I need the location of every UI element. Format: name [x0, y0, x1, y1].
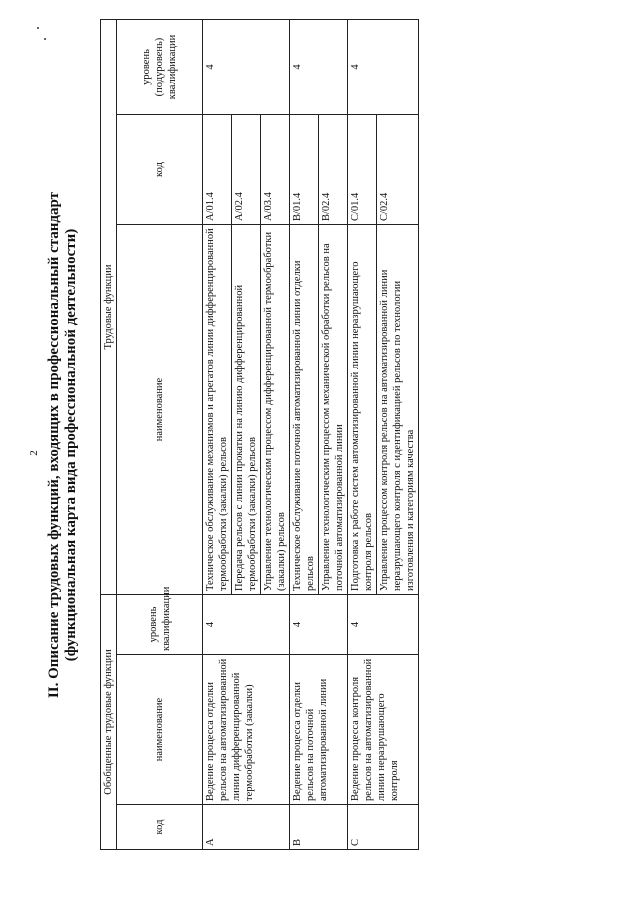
- tf-level-cell: 4: [290, 19, 348, 114]
- gtf-code-cell: C: [348, 805, 419, 850]
- gtf-level-cell: 4: [348, 595, 419, 655]
- group-header-row: [101, 19, 117, 849]
- tf-level-cell: 4: [348, 19, 419, 114]
- tf-code-cell: B/02.4: [319, 115, 348, 225]
- col-header-tf-name: наименование: [117, 225, 203, 595]
- column-header-row: [117, 19, 203, 849]
- col-header-tf-code: код: [117, 115, 203, 225]
- tf-name-cell: Передача рельсов с линии прокатки на линию дифференцированной термообработки (закалки) рельсов: [232, 225, 261, 595]
- col-header-gtf-level: уровень квалификации: [117, 595, 203, 655]
- generalized-functions-header: Обобщенные трудовые функции: [101, 595, 117, 850]
- gtf-name-cell: Ведение процесса отделки рельсов на поточной автоматизированной линии: [290, 655, 348, 805]
- col-header-gtf-name: наименование: [117, 655, 203, 805]
- table-row: [348, 19, 377, 849]
- tf-name-cell: Техническое обслуживание механизмов и агрегатов линии дифференцированной термообработки (закалки) рельсов: [203, 225, 232, 595]
- tf-code-cell: A/03.4: [261, 115, 290, 225]
- heading-line-2: (функциональная карта вида профессиональной деятельности): [63, 228, 79, 662]
- gtf-name-cell: Ведение процесса отделки рельсов на автоматизированной линии дифференцированной термообработки (закалки): [203, 655, 290, 805]
- section-heading: [46, 115, 80, 775]
- labor-functions-header: Трудовые функции: [101, 19, 117, 594]
- tf-code-cell: A/02.4: [232, 115, 261, 225]
- gtf-code-cell: A: [203, 805, 290, 850]
- tf-code-cell: C/01.4: [348, 115, 377, 225]
- page-number: 2: [28, 450, 40, 456]
- table-row: [290, 19, 319, 849]
- gtf-code-cell: B: [290, 805, 348, 850]
- functional-map-table: [100, 19, 419, 850]
- tf-level-cell: 4: [203, 19, 290, 114]
- tf-name-cell: Управление процессом контроля рельсов на автоматизированной линии неразрушающего контроля с идентификацией рельсов по технологии изготовления и категориям качества: [377, 225, 419, 595]
- tf-name-cell: Подготовка к работе систем автоматизированной линии неразрушающего контроля рельсов: [348, 225, 377, 595]
- table-row: [203, 19, 232, 849]
- tf-name-cell: Управление технологическим процессом дифференцированной термообработки (закалки) рельсов: [261, 225, 290, 595]
- tf-name-cell: Техническое обслуживание поточной автоматизированной линии отделки рельсов: [290, 225, 319, 595]
- gtf-level-cell: 4: [290, 595, 348, 655]
- heading-line-1: II. Описание трудовых функций, входящих в профессиональный стандарт: [46, 191, 62, 699]
- tf-code-cell: A/01.4: [203, 115, 232, 225]
- tf-name-cell: Управление технологическим процессом механической обработки рельсов на поточной автоматизированной линии: [319, 225, 348, 595]
- tf-code-cell: B/01.4: [290, 115, 319, 225]
- tf-code-cell: C/02.4: [377, 115, 419, 225]
- col-header-gtf-code: код: [117, 805, 203, 850]
- gtf-level-cell: 4: [203, 595, 290, 655]
- gtf-name-cell: Ведение процесса контроля рельсов на автоматизированной линии неразрушающего контроля: [348, 655, 419, 805]
- col-header-tf-level: уровень (подуровень) квалификации: [117, 19, 203, 114]
